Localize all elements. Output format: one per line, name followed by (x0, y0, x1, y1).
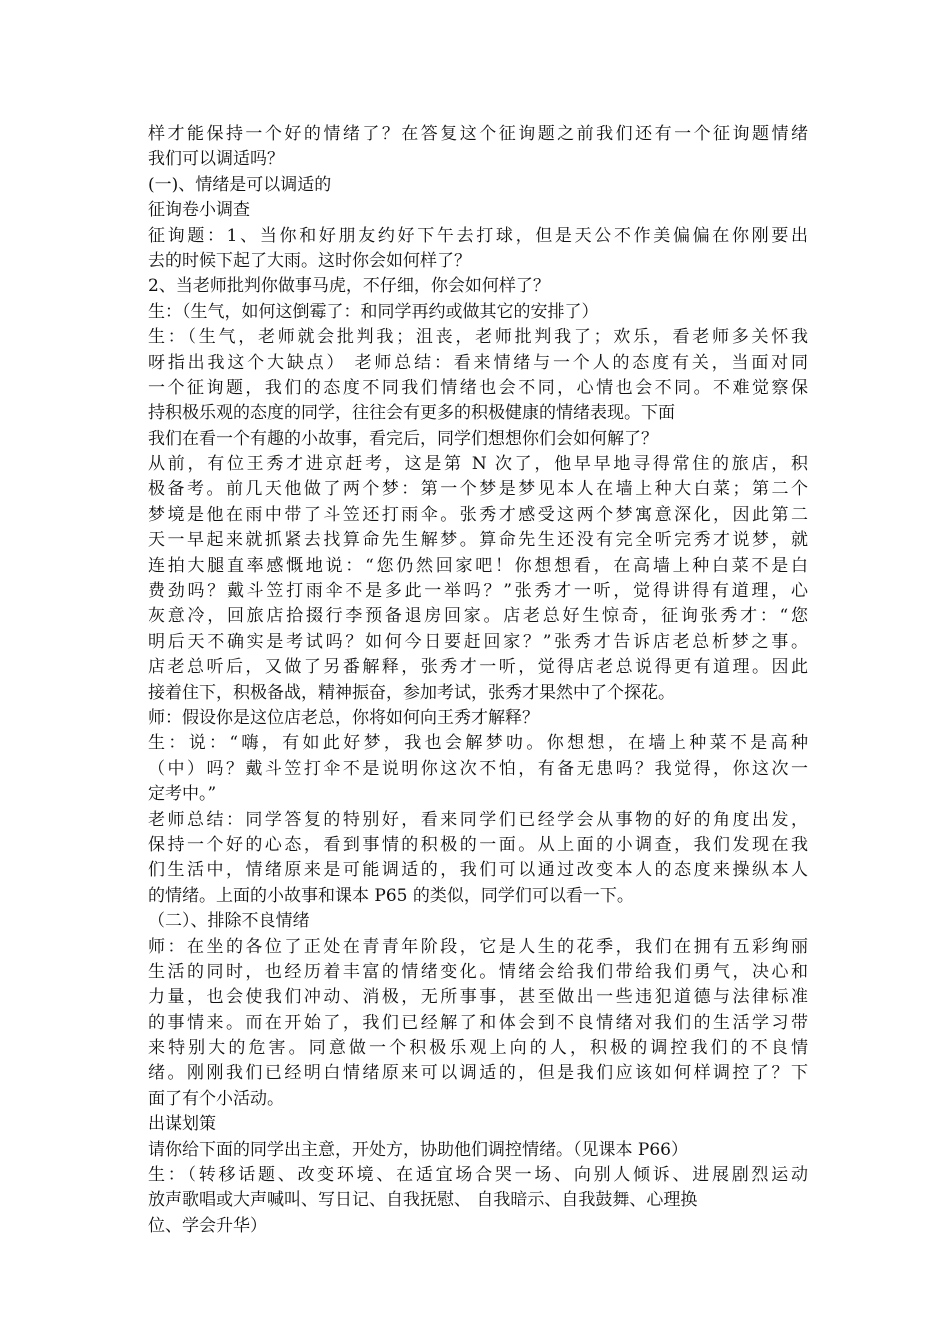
text-line: 出谋划策 (148, 1114, 216, 1135)
text-line: 去的时候下起了大雨。这时你会如何样了？ (148, 250, 471, 271)
text-line: 生：（转移话题、改变环境、在适宜场合哭一场、向别人倾诉、进展剧烈运动 (148, 1165, 808, 1186)
text-line: 生：（生气，如何这倒霉了：和同学再约或做其它的安排了） (148, 301, 599, 322)
text-line: 师：在坐的各位了正处在青青年阶段，它是人生的花季，我们在拥有五彩绚丽 (148, 936, 808, 957)
text-line: 持积极乐观的态度的同学，往往会有更多的积极健康的情绪表现。下面 (148, 403, 675, 424)
text-line: 一个征询题，我们的态度不同我们情绪也会不同，心情也会不同。不难觉察保 (148, 377, 808, 398)
text-line: 呀指出我这个大缺点） 老师总结：看来情绪与一个人的态度有关，当面对同 (148, 352, 808, 373)
text-line: 灰意冷，回旅店拾掇行李预备退房回家。店老总好生惊奇，征询张秀才：“您 (148, 606, 808, 627)
text-line: 力量，也会使我们冲动、消极，无所事事，甚至做出一些违犯道德与法律标准 (148, 987, 808, 1008)
text-line: 保持一个好的心态，看到事情的积极的一面。从上面的小调查，我们发现在我 (148, 834, 808, 855)
text-line: 请你给下面的同学出主意，开处方，协助他们调控情绪。（见课本 P66） (148, 1139, 688, 1160)
text-line: 生：（生气，老师就会批判我；沮丧，老师批判我了；欢乐，看老师多关怀我 (148, 327, 808, 348)
text-line: 明后天不确实是考试吗？如何今日要赶回家？”张秀才告诉店老总析梦之事。 (148, 631, 808, 652)
text-line: 极备考。前几天他做了两个梦：第一个梦是梦见本人在墙上种大白菜；第二个 (148, 479, 808, 500)
text-line: 天一早起来就抓紧去找算命先生解梦。算命先生还没有完全听完秀才说梦，就 (148, 530, 808, 551)
text-line: 面了有个小活动。 (148, 1088, 284, 1109)
text-line: 生：说：“嗨，有如此好梦，我也会解梦叻。你想想，在墙上种菜不是高种 (148, 733, 808, 754)
text-line: 师：假设你是这位店老总，你将如何向王秀才解释？ (148, 707, 539, 728)
text-line: 们生活中，情绪原来是可能调适的，我们可以通过改变本人的态度来操纵本人 (148, 860, 808, 881)
text-line: 我们在看一个有趣的小故事，看完后，同学们想想你们会如何解了？ (148, 428, 658, 449)
text-line: 样才能保持一个好的情绪了？在答复这个征询题之前我们还有一个征询题情绪 (148, 124, 808, 144)
text-line: 的事情来。而在开始了，我们已经解了和体会到不良情绪对我们的生活学习带 (148, 1012, 808, 1033)
text-line: 连拍大腿直率感慨地说：“您仍然回家吧！你想想看，在高墙上种白菜不是白 (148, 555, 808, 576)
text-line: 老师总结：同学答复的特别好，看来同学们已经学会从事物的好的角度出发， (148, 809, 808, 830)
text-line: 我们可以调适吗？ (148, 149, 284, 170)
text-line: 费劲吗？戴斗笠打雨伞不是多此一举吗？”张秀才一听，觉得讲得有道理，心 (148, 581, 808, 602)
text-line: 征询题：1、当你和好朋友约好下午去打球，但是天公不作美偏偏在你刚要出 (148, 225, 808, 246)
text-line: 位、学会升华） (148, 1215, 267, 1236)
text-line: 绪。刚刚我们已经明白情绪原来可以调适的，但是我们应该如何样调控了？下 (148, 1063, 808, 1084)
text-line: 店老总听后，又做了另番解释，张秀才一听，觉得店老总说得更有道理。因此 (148, 657, 808, 678)
text-line: （中）吗？戴斗笠打伞不是说明你这次不怕，有备无患吗？我觉得，你这次一 (148, 758, 808, 779)
text-line: 的情绪。上面的小故事和课本 P65 的类似，同学们可以看一下。 (148, 885, 634, 906)
text-line: 梦境是他在雨中带了斗笠还打雨伞。张秀才感受这两个梦寓意深化，因此第二 (148, 504, 808, 525)
text-line: (一)、情绪是可以调适的 (148, 174, 332, 195)
text-line: （二）、排除不良情绪 (148, 911, 310, 932)
text-line: 接着住下，积极备战，精神振奋，参加考试，张秀才果然中了个探花。 (148, 682, 675, 703)
text-line: 从前，有位王秀才进京赶考，这是第 N 次了，他早早地寻得常住的旅店，积 (148, 454, 808, 475)
text-line: 放声歌唱或大声喊叫、写日记、自我抚慰、 自我暗示、自我鼓舞、心理换 (148, 1190, 698, 1211)
text-line: 2、当老师批判你做事马虎，不仔细，你会如何样了？ (148, 276, 550, 297)
text-line: 征询卷小调查 (148, 200, 250, 221)
document-body (148, 122, 808, 1239)
text-line: 定考中。” (148, 784, 217, 805)
text-line: 来特别大的危害。同意做一个积极乐观上向的人，积极的调控我们的不良情 (148, 1038, 808, 1059)
text-line: 生活的同时，也经历着丰富的情绪变化。情绪会给我们带给我们勇气，决心和 (148, 961, 808, 982)
